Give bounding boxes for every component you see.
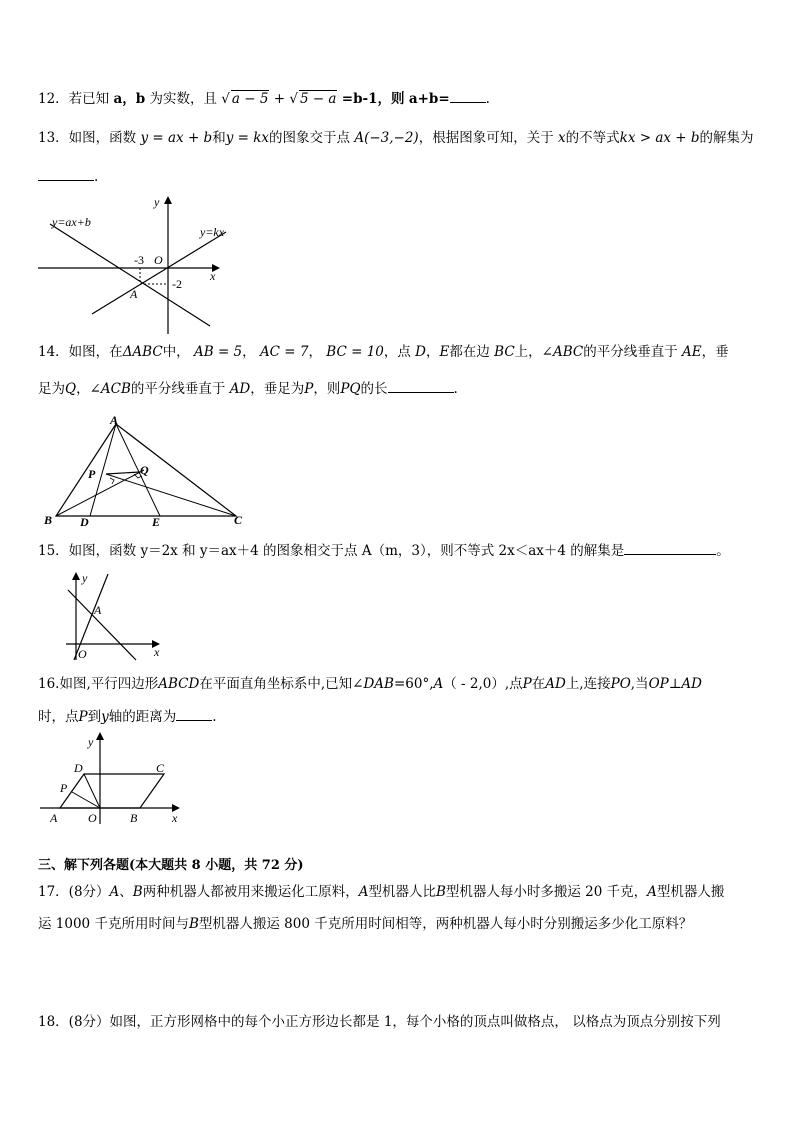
vertex-a: A	[50, 811, 58, 825]
vertex-c: C	[234, 513, 243, 527]
vertex-a: A	[110, 413, 119, 427]
q17-line-2: 运 1000 千克所用时间与B型机器人搬运 800 千克所用时间相等，两种机器人每小时分别搬运多少化工原料？	[38, 916, 693, 932]
q12-line: 12．若已知 a，b 为实数，且 √ a − 5 + √ 5 − a =b-1，则 a+b= .	[38, 88, 490, 109]
label-y-ax-b: y=ax+b	[52, 215, 91, 229]
y-axis-arrow-icon	[164, 196, 172, 204]
tick-neg3: -3	[134, 253, 144, 267]
vertex-c: C	[156, 761, 165, 775]
answer-blank	[388, 378, 454, 393]
origin-label: O	[78, 647, 87, 661]
figure-13	[30, 192, 250, 340]
q13-answer-line: .	[38, 166, 98, 187]
section-3-heading: 三、解下列各题(本大题共 8 小题，共 72 分)	[38, 858, 304, 873]
origin-label: O	[154, 253, 163, 267]
point-q: Q	[140, 463, 149, 477]
y-axis-label: y	[82, 571, 88, 585]
vertex-b: B	[130, 811, 138, 825]
point-d: D	[80, 515, 89, 529]
x-axis-label: x	[172, 811, 178, 825]
figure-15	[60, 568, 170, 664]
figure-14	[36, 412, 256, 532]
bisector-b	[56, 470, 144, 516]
y-axis-label: y	[154, 195, 160, 209]
point-e: E	[152, 515, 161, 529]
point-a-label: A	[94, 603, 102, 617]
y-axis-arrow-icon	[96, 732, 104, 740]
q16-line-1: 16.如图,平行四边形ABCD在平面直角坐标系中,已知∠DAB=60°,A（ - 2,0）,点P在AD上,连接PO,当OP⊥AD	[38, 676, 702, 692]
sqrt-sign-icon: √	[221, 91, 230, 107]
figure-16	[36, 732, 196, 828]
point-p: P	[88, 467, 96, 481]
x-axis-label: x	[210, 269, 216, 283]
y-axis-arrow-icon	[72, 572, 80, 580]
q13-line: 13．如图，函数 y = ax + b和y = kx的图象交于点 A(−3,−2)，根据图象可知，关于 x的不等式kx > ax + b的解集为	[38, 130, 754, 146]
line-kx	[92, 232, 226, 314]
origin-label: O	[88, 811, 97, 825]
answer-blank	[38, 166, 94, 181]
right-angle-mark-p	[110, 478, 114, 484]
x-axis-label: x	[154, 645, 160, 659]
q15-line: 15．如图，函数 y＝2x 和 y＝ax＋4 的图象相交于点 A（m，3），则不等式 2x＜ax＋4 的解集是 。	[38, 540, 730, 561]
q14-line-2: 足为Q，∠ACB的平分线垂直于 AD，垂足为P，则PQ的长 .	[38, 378, 458, 399]
point-a-label: A	[130, 287, 138, 301]
bisector-c	[106, 474, 236, 516]
q17-line-1: 17．(8分）A、B两种机器人都被用来搬运化工原料，A型机器人比B型机器人每小时多搬运 20 千克，A型机器人搬	[38, 884, 725, 900]
label-y-kx: y=kx	[200, 225, 225, 239]
segment-ae	[116, 424, 160, 516]
q18-line: 18．(8分）如图，正方形网格中的每个小正方形边长都是 1，每个小格的顶点叫做格点， 以格点为顶点分别按下列	[38, 1014, 721, 1030]
line-ax-plus-b	[50, 224, 210, 326]
answer-blank	[624, 540, 716, 555]
segment-pq	[106, 472, 140, 474]
point-p: P	[60, 781, 68, 795]
parallelogram-abcd	[60, 774, 164, 808]
vertex-d: D	[74, 761, 83, 775]
q14-line-1: 14．如图，在ΔABC中， AB = 5， AC = 7， BC = 10，点 D，E都在边 BC上，∠ABC的平分线垂直于 AE，垂	[38, 344, 729, 360]
sqrt-sign-icon: √	[289, 91, 298, 107]
answer-blank	[450, 88, 486, 103]
answer-blank	[176, 706, 212, 721]
q16-line-2: 时，点P到y轴的距离为 .	[38, 706, 217, 727]
vertex-b: B	[44, 513, 53, 527]
y-axis-label: y	[88, 735, 94, 749]
tick-neg2: -2	[172, 277, 182, 291]
